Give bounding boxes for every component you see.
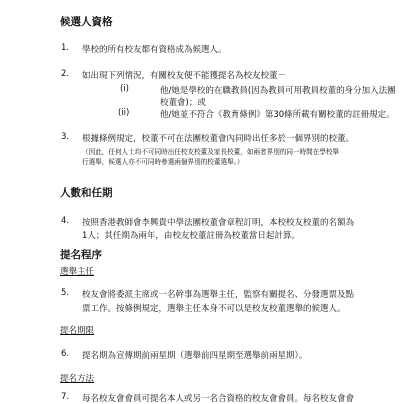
subheading-nomination-period: 提名期限 xyxy=(60,326,95,336)
item-number: 4. xyxy=(61,216,70,226)
item-text: 按照香港教師會李興貴中學法團校董會章程訂明，本校校友校董的名額為 xyxy=(82,218,355,228)
item-text: 票工作。按條例規定，選舉主任本身不可以是校友校董選舉的候選人。 xyxy=(82,304,346,314)
sub-item-number: (i) xyxy=(120,84,129,94)
sub-item-text: 他/她是學校的在職教員(因為教員可用教員校董的身分加入法團 xyxy=(160,86,396,96)
item-number: 3. xyxy=(61,132,70,142)
item-text: 每名校友會會員可提名本人或另一名合資格的校友會會員。每名校友會會 xyxy=(82,394,355,404)
item-note: 行選舉，候選人亦不可同時參選兩個界別的校董選舉。） xyxy=(82,158,244,166)
item-text: 1人；其任期為兩年，由校友校董註冊為校董當日起計算。 xyxy=(82,231,300,241)
item-text: 如出現下列情況，有關校友便不能獲提名為校友校董－ xyxy=(82,71,287,81)
item-note: （因此，任何人士均不可同時出任校友校董及家長校董，如兩者界別的同一時間在學校舉 xyxy=(82,148,340,156)
sub-item-text: 他/她並不符合《教育條例》第30條所載有關校董的註冊規定。 xyxy=(160,110,395,120)
item-text: 根據條例規定，校董不可在法團校董會內同時出任多於一個界別的校董。 xyxy=(82,134,355,144)
item-number: 1. xyxy=(61,43,70,53)
item-text: 提名期為宣傳期前兩星期（選舉前四星期至選舉前兩星期）。 xyxy=(82,351,308,361)
item-number: 5. xyxy=(61,288,70,298)
item-text: 校友會將委派主席或一名幹事為選舉主任，監察有關提名、分發選票及點 xyxy=(82,290,355,300)
item-number: 7. xyxy=(61,392,70,402)
item-text: 學校的所有校友都有資格成為候選人。 xyxy=(82,45,227,55)
sub-item-text: 校董會)；或 xyxy=(160,98,206,108)
section-heading-eligibility: 候選人資格 xyxy=(60,16,113,28)
item-number: 2. xyxy=(61,69,70,79)
sub-item-number: (ii) xyxy=(118,108,130,118)
item-number: 6. xyxy=(61,349,70,359)
section-heading-nomination: 提名程序 xyxy=(60,249,102,261)
subheading-returning-officer: 選舉主任 xyxy=(60,267,95,277)
section-heading-number-and-term: 人數和任期 xyxy=(60,187,113,199)
subheading-nomination-method: 提名方法 xyxy=(60,374,95,384)
